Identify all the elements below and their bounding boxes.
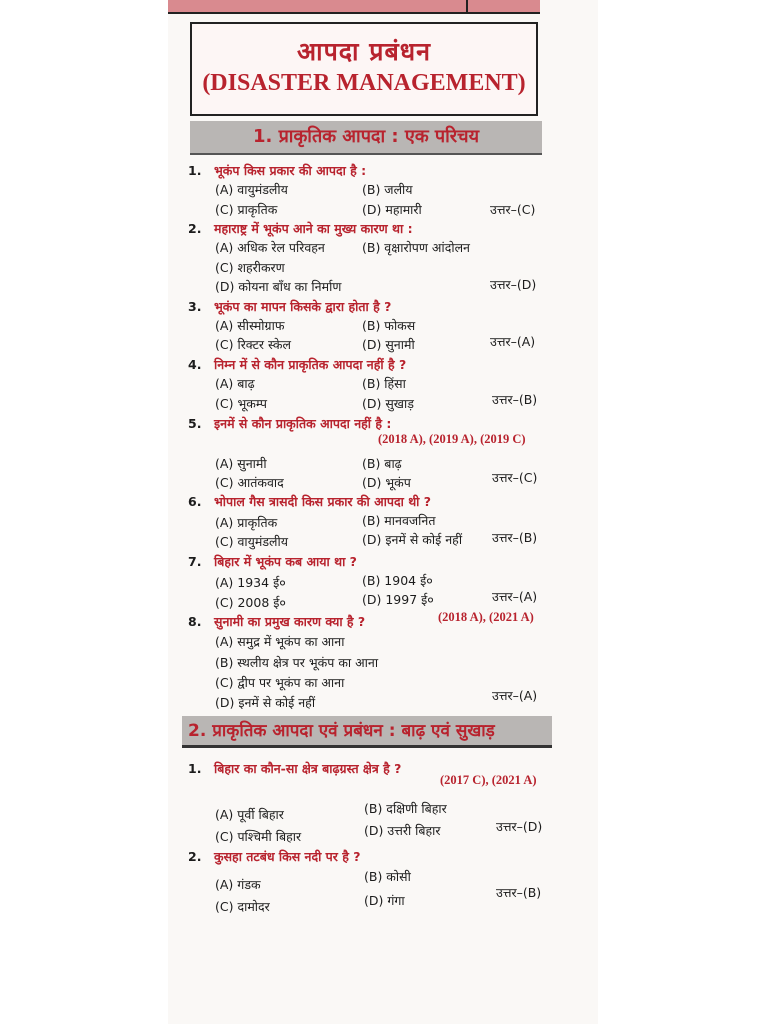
question [188,415,391,432]
option-b: (B) वृक्षारोपण आंदोलन [362,240,470,255]
option-b: (B) मानवजनित [362,513,436,528]
option-c: (C) 2008 ई० [215,595,286,610]
option-b: (B) कोसी [364,869,411,884]
option-b: (B) फोकस [362,318,416,333]
option-d: (D) इनमें से कोई नहीं [215,695,316,710]
question-number: 4. [188,357,202,372]
option-d: (D) सुनामी [362,337,415,352]
section-heading-1: 1. प्राकृतिक आपदा : एक परिचय [190,121,542,155]
section-heading-2: 2. प्राकृतिक आपदा एवं प्रबंधन : बाढ़ एवं सुखाड़ [182,716,552,748]
question [188,760,401,777]
option-a: (A) बाढ़ [215,376,255,391]
question [188,162,366,179]
option-a: (A) 1934 ई० [215,575,286,590]
question-text: बिहार में भूकंप कब आया था ? [214,554,357,569]
option-d: (D) उत्तरी बिहार [364,823,441,838]
exam-years: (2017 C), (2021 A) [440,773,537,787]
answer: उत्तर–(D) [490,277,537,292]
question [188,220,413,237]
option-a: (A) पूर्वी बिहार [215,807,284,822]
exam-years: (2018 A), (2021 A) [438,610,534,624]
question-text: बिहार का कौन-सा क्षेत्र बाढ़ग्रस्त क्षेत्र है ? [214,761,402,776]
option-b: (B) बाढ़ [362,456,402,471]
answer: उत्तर–(B) [496,885,542,900]
option-d: (D) गंगा [364,893,405,908]
question-number: 6. [188,494,202,509]
option-a: (A) समुद्र में भूकंप का आना [215,634,345,649]
answer: उत्तर–(B) [492,530,538,545]
option-c: (C) रिक्टर स्केल [215,337,291,352]
question-number: 2. [188,221,202,236]
answer: उत्तर–(A) [490,334,536,349]
question-number: 3. [188,299,202,314]
answer: उत्तर–(A) [492,589,538,604]
answer: उत्तर–(C) [492,470,538,485]
option-b: (B) स्थलीय क्षेत्र पर भूकंप का आना [215,655,379,670]
question [188,298,391,315]
question-text: भूकंप का मापन किसके द्वारा होता है ? [214,299,392,314]
question-number: 1. [188,761,202,776]
option-b: (B) दक्षिणी बिहार [364,801,447,816]
chapter-title-english: (DISASTER MANAGEMENT) [202,70,526,96]
option-a: (A) सीस्मोग्राफ [215,318,285,333]
question [188,613,365,630]
answer: उत्तर–(B) [492,392,538,407]
chapter-title-box [190,22,538,116]
question [188,493,431,510]
chapter-title-hindi: आपदा प्रबंधन [297,37,431,66]
question [188,356,406,373]
question-text: निम्न में से कौन प्राकृतिक आपदा नहीं है ? [214,357,407,372]
option-c: (C) शहरीकरण [215,260,285,275]
option-d: (D) सुखाड़ [362,396,414,411]
option-a: (A) गंडक [215,877,261,892]
question-number: 5. [188,416,202,431]
option-b: (B) हिंसा [362,376,406,391]
option-a: (A) सुनामी [215,456,267,471]
question-number: 8. [188,614,202,629]
answer: उत्तर–(C) [490,202,536,217]
question-text: महाराष्ट्र में भूकंप आने का मुख्य कारण था : [214,221,413,236]
option-c: (C) वायुमंडलीय [215,534,289,549]
option-b: (B) जलीय [362,182,413,197]
question-text: कुसहा तटबंध किस नदी पर है ? [214,849,361,864]
question-text: सुनामी का प्रमुख कारण क्या है ? [214,614,366,629]
option-d: (D) भूकंप [362,475,411,490]
option-a: (A) प्राकृतिक [215,515,278,530]
option-c: (C) आतंकवाद [215,475,284,490]
option-d: (D) महामारी [362,202,422,217]
option-d: (D) कोयना बाँध का निर्माण [215,279,342,294]
option-d: (D) 1997 ई० [362,592,434,607]
question-text: भोपाल गैस त्रासदी किस प्रकार की आपदा थी ? [214,494,432,509]
option-c: (C) भूकम्प [215,396,267,411]
question [188,848,361,865]
option-d: (D) इनमें से कोई नहीं [362,532,463,547]
question-text: इनमें से कौन प्राकृतिक आपदा नहीं है : [214,416,392,431]
question [188,553,357,570]
option-c: (C) पश्चिमी बिहार [215,829,302,844]
option-c: (C) द्वीप पर भूकंप का आना [215,675,345,690]
question-number: 1. [188,163,202,178]
answer: उत्तर–(D) [496,819,543,834]
page-header-strip [168,0,540,14]
option-c: (C) प्राकृतिक [215,202,278,217]
option-b: (B) 1904 ई० [362,573,433,588]
question-number: 7. [188,554,202,569]
option-a: (A) अधिक रेल परिवहन [215,240,325,255]
answer: उत्तर–(A) [492,688,538,703]
question-text: भूकंप किस प्रकार की आपदा है : [214,163,367,178]
option-c: (C) दामोदर [215,899,270,914]
option-a: (A) वायुमंडलीय [215,182,288,197]
exam-years: (2018 A), (2019 A), (2019 C) [378,432,526,446]
question-number: 2. [188,849,202,864]
